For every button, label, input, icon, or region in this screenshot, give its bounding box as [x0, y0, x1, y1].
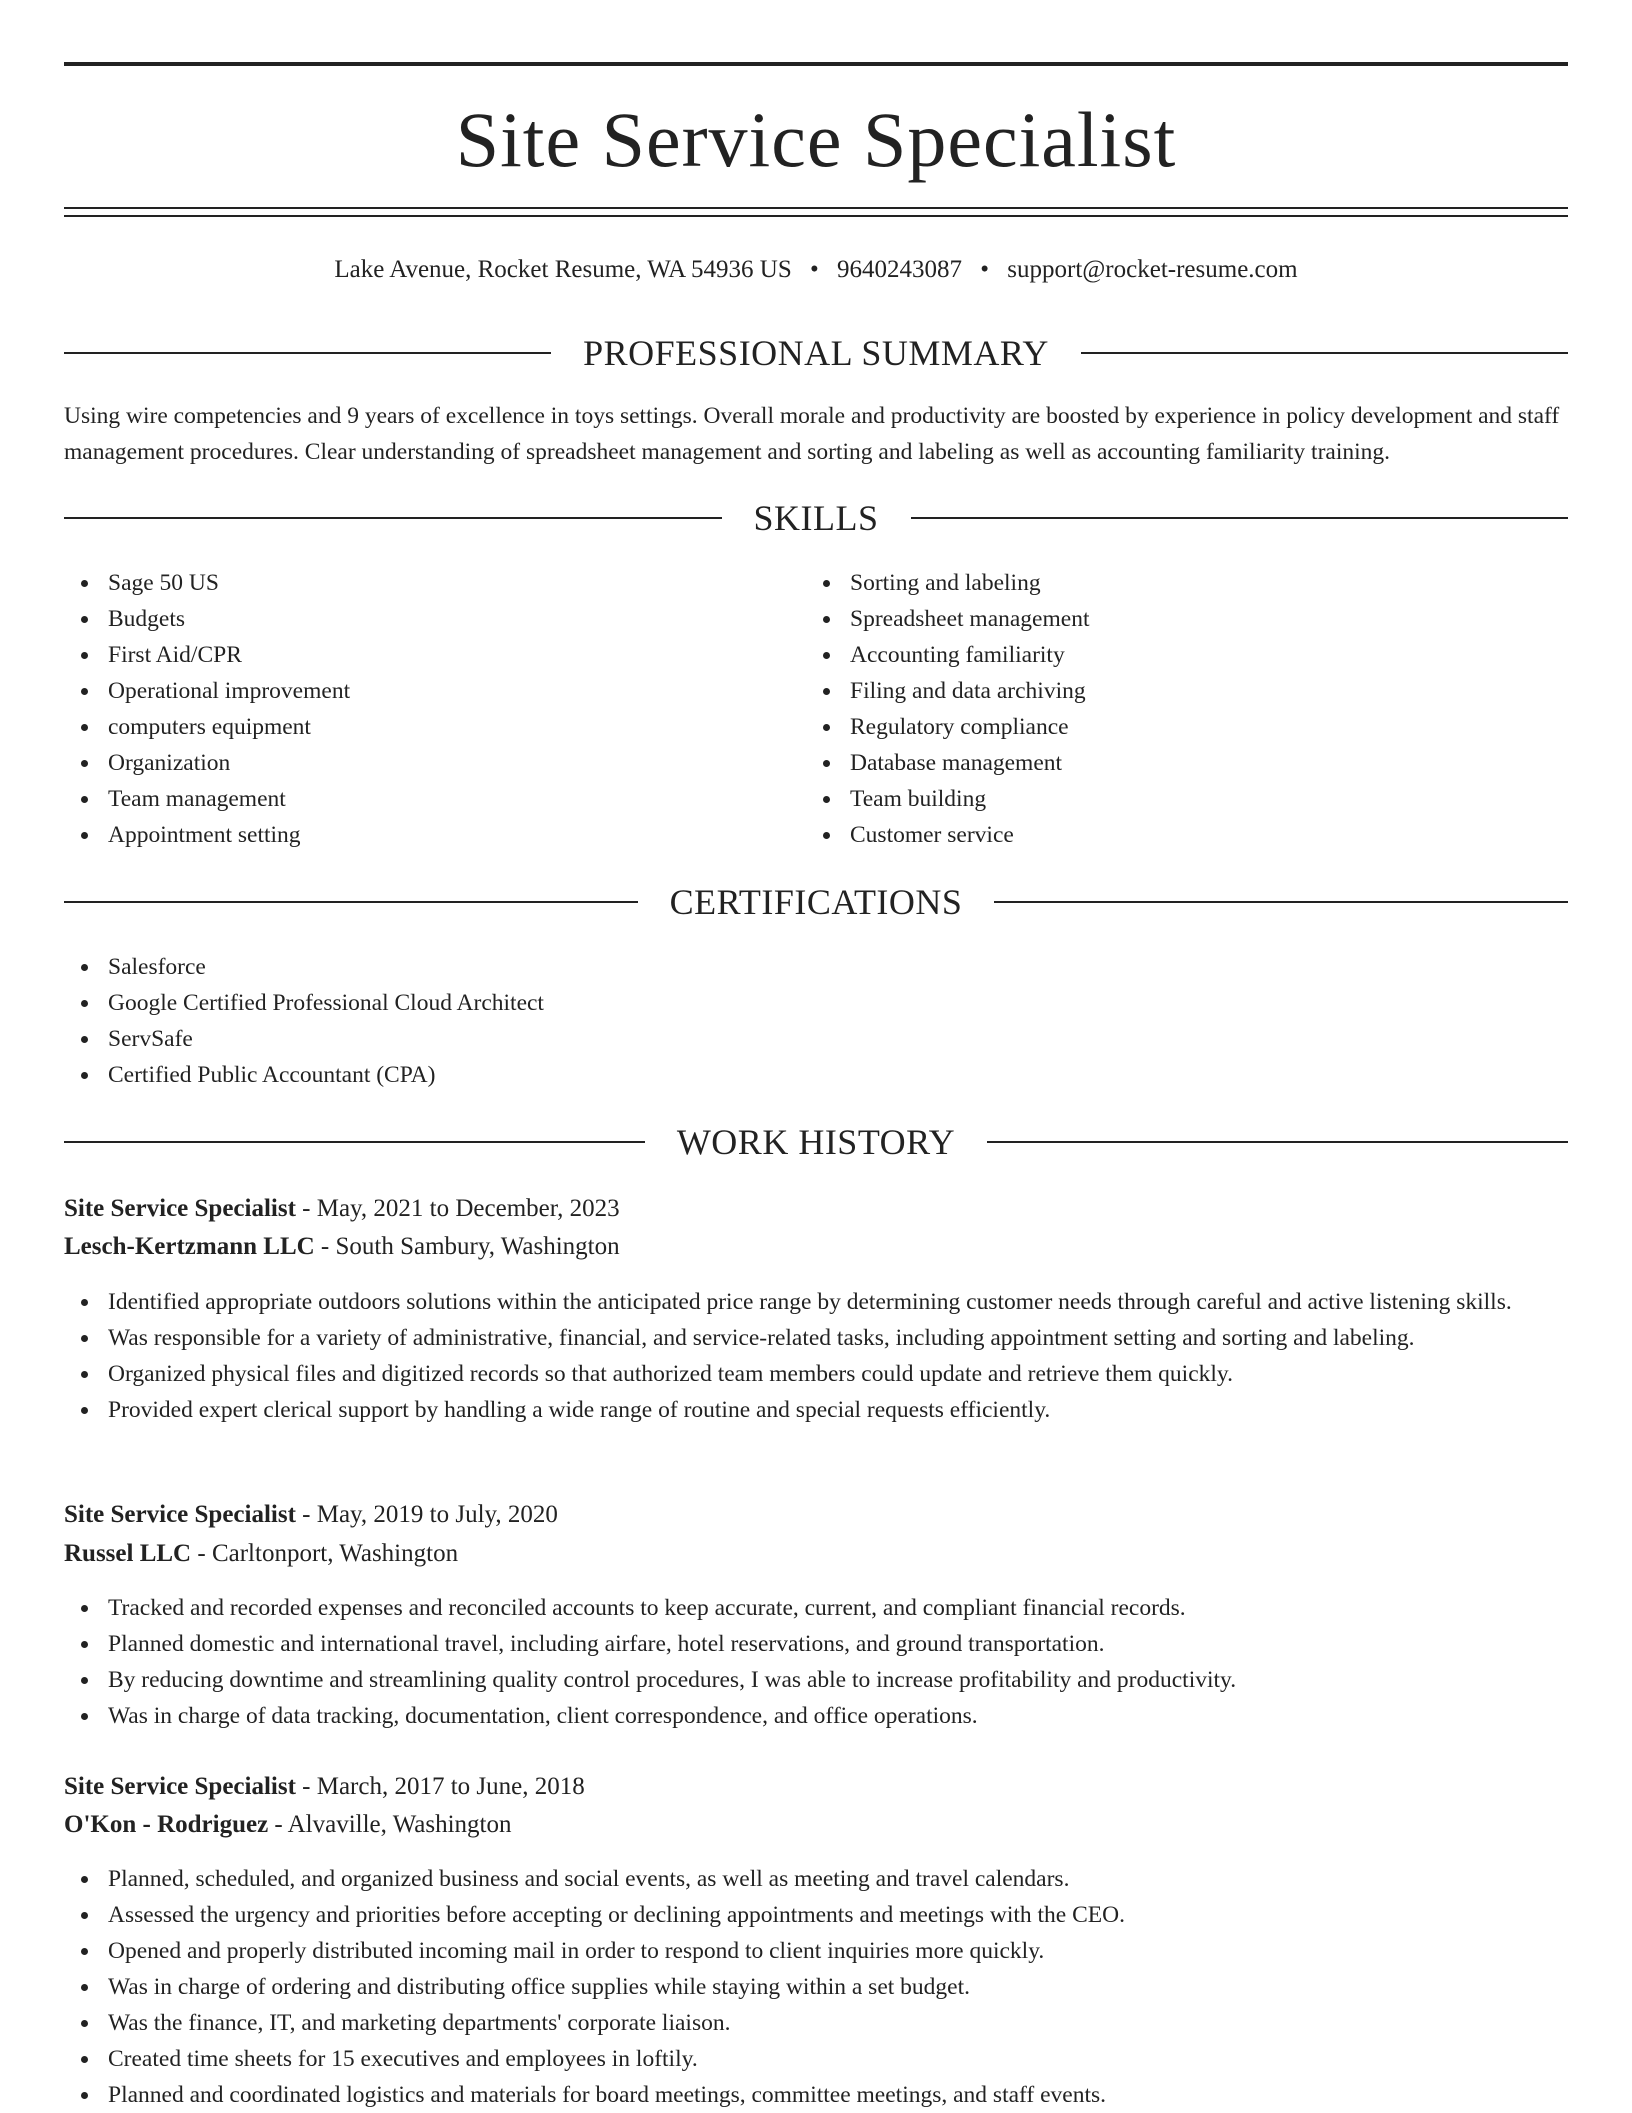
section-heading-certifications	[64, 880, 1568, 924]
heading-text: WORK HISTORY	[676, 1122, 956, 1162]
job-dates: - May, 2019 to July, 2020	[295, 1501, 558, 1528]
list-item: Certified Public Accountant (CPA)	[64, 1057, 1568, 1093]
heading-rule	[64, 901, 638, 903]
job-title-line	[64, 1191, 1568, 1227]
job-company: Lesch-Kertzmann LLC	[64, 1233, 315, 1260]
list-item: Salesforce	[64, 949, 1568, 985]
list-item: Database management	[806, 745, 1546, 781]
list-item: Opened and properly distributed incoming mail in order to respond to client inquiries more quickly.	[64, 1933, 1568, 1969]
separator-dot: •	[810, 256, 819, 283]
job-title-line	[64, 1769, 1568, 1805]
skills-list-right	[806, 565, 1546, 853]
job-company-line	[64, 1229, 1568, 1265]
heading-text: PROFESSIONAL SUMMARY	[583, 333, 1049, 373]
list-item: computers equipment	[64, 709, 804, 745]
section-heading-work-history	[64, 1120, 1568, 1164]
job-role: Site Service Specialist	[64, 1773, 296, 1800]
list-item: Was the finance, IT, and marketing departments' corporate liaison.	[64, 2005, 1568, 2041]
contact-phone: 9640243087	[837, 256, 963, 283]
list-item: Planned, scheduled, and organized business and social events, as well as meeting and travel calendars.	[64, 1861, 1568, 1897]
section-heading-summary	[64, 331, 1568, 375]
list-item: First Aid/CPR	[64, 637, 804, 673]
heading-rule	[987, 1141, 1568, 1143]
heading-rule	[64, 517, 722, 519]
header-rule-2	[64, 215, 1568, 217]
list-item: Sorting and labeling	[806, 565, 1546, 601]
heading-text: SKILLS	[753, 498, 879, 538]
heading-rule	[911, 517, 1569, 519]
heading-rule	[994, 901, 1568, 903]
job-dates: - May, 2021 to December, 2023	[295, 1195, 620, 1222]
list-item: Organized physical files and digitized records so that authorized team members could update and retrieve them quickly.	[64, 1356, 1568, 1392]
job-role: Site Service Specialist	[64, 1195, 296, 1222]
contact-line	[64, 253, 1568, 287]
job-company: Russel LLC	[64, 1540, 192, 1567]
list-item: Was responsible for a variety of administrative, financial, and service-related tasks, including appointment setting and sorting and labeling.	[64, 1320, 1568, 1356]
list-item: Was in charge of ordering and distributing office supplies while staying within a set budget.	[64, 1969, 1568, 2005]
list-item: Regulatory compliance	[806, 709, 1546, 745]
job-company-line	[64, 1536, 1568, 1572]
heading-rule	[64, 1141, 645, 1143]
list-item: Sage 50 US	[64, 565, 804, 601]
section-heading-skills	[64, 496, 1568, 540]
job-role: Site Service Specialist	[64, 1501, 296, 1528]
certifications-list	[64, 949, 1568, 1093]
contact-address: Lake Avenue, Rocket Resume, WA 54936 US	[334, 256, 792, 283]
job-bullets	[64, 1861, 1568, 2113]
list-item: Was in charge of data tracking, documentation, client correspondence, and office operations.	[64, 1698, 1568, 1734]
summary-text: Using wire competencies and 9 years of excellence in toys settings. Overall morale and productivity are boosted by experience in policy development and staff management procedures. Clear understanding of spreadsheet management and sorting and labeling as well as accounting familiarity training.	[64, 403, 1560, 465]
list-item: Provided expert clerical support by handling a wide range of routine and special requests efficiently.	[64, 1392, 1568, 1428]
list-item: Team management	[64, 781, 804, 817]
list-item: Accounting familiarity	[806, 637, 1546, 673]
list-item: Filing and data archiving	[806, 673, 1546, 709]
list-item: Spreadsheet management	[806, 601, 1546, 637]
list-item: Identified appropriate outdoors solutions within the anticipated price range by determining customer needs through careful and active listening skills.	[64, 1284, 1568, 1320]
list-item: Operational improvement	[64, 673, 804, 709]
heading-rule	[1081, 352, 1568, 354]
list-item: Google Certified Professional Cloud Architect	[64, 985, 1568, 1021]
list-item: Customer service	[806, 817, 1546, 853]
separator-dot: •	[980, 256, 990, 283]
job-location: - Alvaville, Washington	[268, 1811, 512, 1838]
job-bullets	[64, 1284, 1568, 1428]
heading-rule	[64, 352, 551, 354]
list-item: Team building	[806, 781, 1546, 817]
job-dates: - March, 2017 to June, 2018	[295, 1773, 585, 1800]
header-rule-1	[64, 207, 1568, 209]
skills-list-left	[64, 565, 804, 853]
list-item: Budgets	[64, 601, 804, 637]
list-item: Created time sheets for 15 executives and employees in loftily.	[64, 2041, 1568, 2077]
list-item: Assessed the urgency and priorities before accepting or declining appointments and meetings with the CEO.	[64, 1897, 1568, 1933]
list-item: Planned domestic and international travel, including airfare, hotel reservations, and ground transportation.	[64, 1626, 1568, 1662]
job-location: - South Sambury, Washington	[314, 1233, 620, 1260]
list-item: Organization	[64, 745, 804, 781]
job-company: O'Kon - Rodriguez	[64, 1811, 269, 1838]
resume-title: Site Service Specialist	[455, 96, 1177, 183]
list-item: Tracked and recorded expenses and reconciled accounts to keep accurate, current, and compliant financial records.	[64, 1590, 1568, 1626]
job-company-line	[64, 1807, 1568, 1843]
list-item: Appointment setting	[64, 817, 804, 853]
job-title-line	[64, 1497, 1568, 1533]
contact-email: support@rocket-resume.com	[1007, 256, 1298, 283]
job-location: - Carltonport, Washington	[191, 1540, 459, 1567]
header-top-rule	[64, 62, 1568, 66]
list-item: Planned and coordinated logistics and materials for board meetings, committee meetings, and staff events.	[64, 2077, 1568, 2113]
heading-text: CERTIFICATIONS	[669, 882, 963, 922]
job-bullets	[64, 1590, 1568, 1734]
list-item: ServSafe	[64, 1021, 1568, 1057]
list-item: By reducing downtime and streamlining quality control procedures, I was able to increase profitability and productivity.	[64, 1662, 1568, 1698]
